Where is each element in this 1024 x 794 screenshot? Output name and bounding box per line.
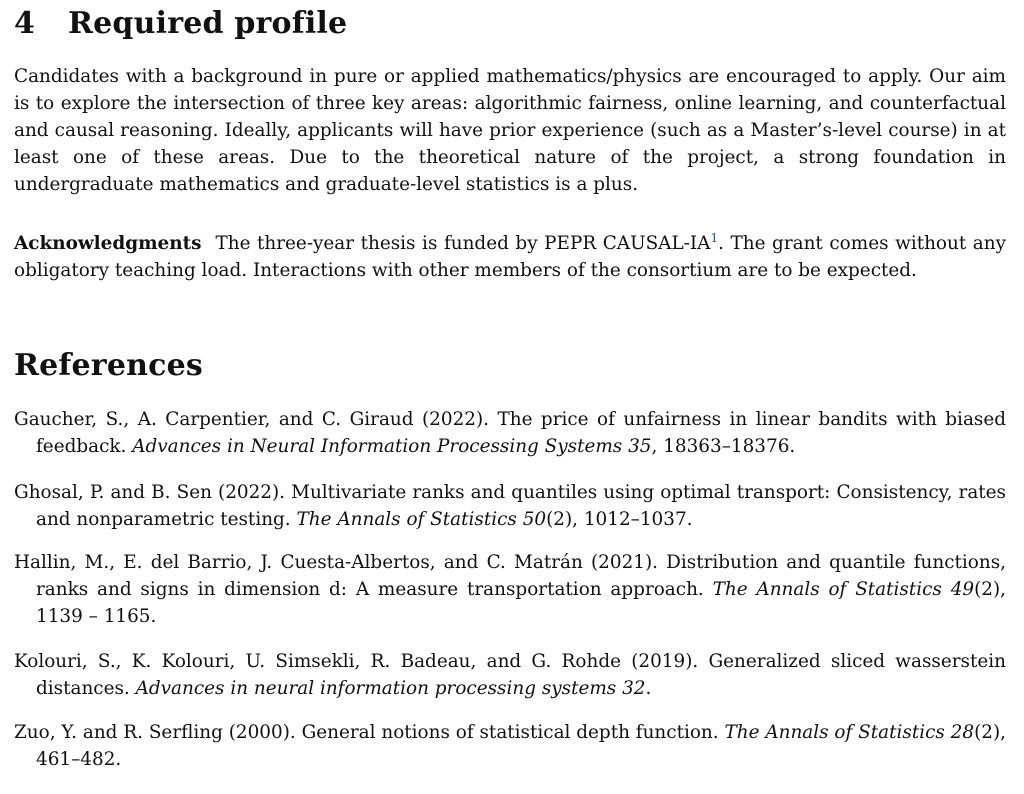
reference-tail: . (645, 678, 652, 699)
footnote-link[interactable]: 1 (710, 231, 719, 245)
section-number: 4 (14, 6, 36, 41)
reference-tail: , 18363–18376. (651, 436, 796, 457)
reference-authors: Kolouri, S., K. Kolouri, U. Simsekli, R. Badeau, and G. Rohde (2019). Generalized sliced wasserstein distances. (14, 651, 1006, 699)
references-heading: References (14, 348, 203, 383)
reference-venue: The Annals of Statistics 50 (296, 509, 547, 530)
required-profile-paragraph: Candidates with a background in pure or applied mathematics/physics are encouraged to apply. Our aim is to explore the intersection of three key areas: algorithmic fairness, online learning, and counterfactual and causal reasoning. Ideally, applicants will have prior experience (such as a Master’s-level course) in at least one of these areas. Due to the theoretical nature of the project, a strong foundation in undergraduate mathematics and graduate-level statistics is a plus. (14, 66, 1006, 195)
reference-item (14, 719, 1006, 773)
acknowledgments-text-after: . The grant comes without any obligatory teaching load. Interactions with other members of the consortium are to be expected. (14, 233, 1007, 281)
section-heading (14, 6, 347, 41)
reference-authors: Ghosal, P. and B. Sen (2022). Multivariate ranks and quantiles using optimal transport: Consistency, rates and nonparametric testing. (14, 482, 1006, 530)
reference-authors: Gaucher, S., A. Carpentier, and C. Giraud (2022). The price of unfairness in linear bandits with biased feedback. (14, 409, 1006, 457)
reference-venue: The Annals of Statistics 28 (724, 722, 975, 743)
reference-item (14, 479, 1006, 533)
reference-item (14, 549, 1006, 630)
acknowledgments-text-before: The three-year thesis is funded by PEPR CAUSAL-IA (215, 233, 711, 254)
reference-authors: Hallin, M., E. del Barrio, J. Cuesta-Albertos, and C. Matrán (2021). Distribution and quantile functions, ranks and signs in dimension d: A measure transportation approach. (14, 552, 1006, 600)
acknowledgments-label: Acknowledgments (14, 233, 202, 254)
reference-venue: The Annals of Statistics 49 (712, 579, 975, 600)
reference-authors: Zuo, Y. and R. Serfling (2000). General notions of statistical depth function. (14, 722, 725, 743)
reference-tail: (2), 461–482. (36, 722, 1006, 770)
reference-item (14, 406, 1006, 460)
reference-tail: (2), 1012–1037. (546, 509, 693, 530)
reference-venue: Advances in neural information processing systems 32 (135, 678, 646, 699)
reference-venue: Advances in Neural Information Processing Systems 35 (132, 436, 652, 457)
section-title: Required profile (68, 6, 348, 41)
reference-tail: (2), 1139 – 1165. (36, 579, 1006, 627)
reference-item (14, 648, 1006, 702)
acknowledgments-paragraph (14, 230, 1006, 284)
